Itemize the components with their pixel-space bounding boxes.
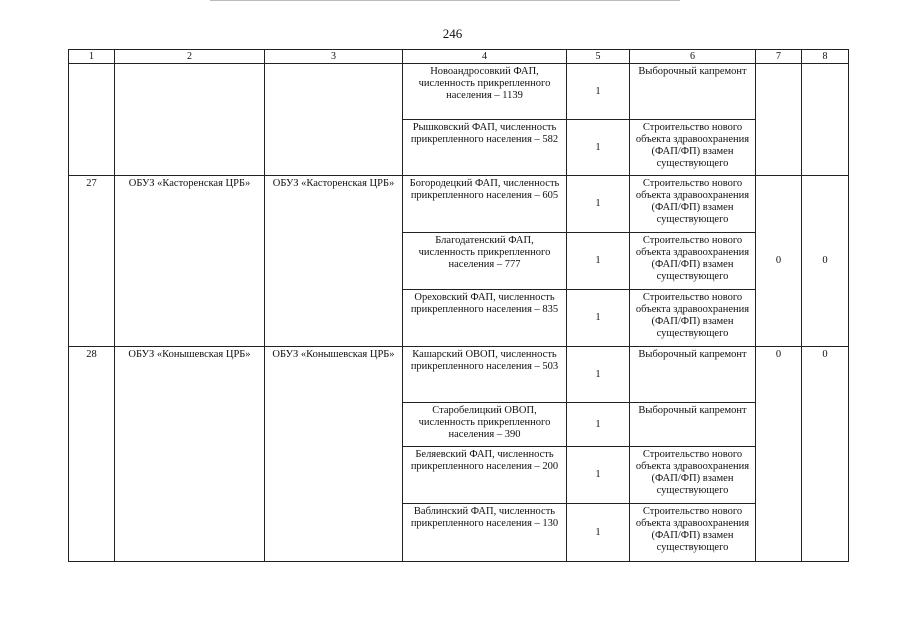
work-type-cell: Строительство нового объекта здравоохранения (ФАП/ФП) взамен существующего (630, 447, 756, 504)
header-cell-3: 3 (265, 50, 403, 64)
column-7-cell: 0 (756, 347, 802, 562)
quantity-cell: 1 (567, 447, 630, 504)
column-7-cell (756, 64, 802, 176)
facility-name-cell: Старобелицкий ОВОП, численность прикрепленного населения – 390 (403, 403, 567, 447)
facility-name-cell: Рышковский ФАП, численность прикрепленного населения – 582 (403, 120, 567, 176)
top-edge-rule (210, 0, 680, 1)
work-type-cell: Выборочный капремонт (630, 347, 756, 403)
table-row (69, 64, 849, 120)
column-7-cell: 0 (756, 176, 802, 347)
group-number-cell (69, 64, 115, 176)
quantity-cell: 1 (567, 290, 630, 347)
quantity-cell: 1 (567, 403, 630, 447)
header-cell-6: 6 (630, 50, 756, 64)
quantity-cell: 1 (567, 120, 630, 176)
column-8-cell (802, 64, 849, 176)
organization-short-cell: ОБУЗ «Касторенская ЦРБ» (265, 176, 403, 347)
header-cell-1: 1 (69, 50, 115, 64)
facilities-table (68, 49, 849, 562)
organization-cell (115, 64, 265, 176)
header-cell-8: 8 (802, 50, 849, 64)
column-8-cell: 0 (802, 176, 849, 347)
work-type-cell: Выборочный капремонт (630, 64, 756, 120)
header-cell-2: 2 (115, 50, 265, 64)
facility-name-cell: Ореховский ФАП, численность прикрепленного населения – 835 (403, 290, 567, 347)
work-type-cell: Строительство нового объекта здравоохранения (ФАП/ФП) взамен существующего (630, 504, 756, 562)
table-row (69, 176, 849, 233)
quantity-cell: 1 (567, 233, 630, 290)
organization-short-cell: ОБУЗ «Конышевская ЦРБ» (265, 347, 403, 562)
quantity-cell: 1 (567, 176, 630, 233)
quantity-cell: 1 (567, 64, 630, 120)
header-cell-7: 7 (756, 50, 802, 64)
facility-name-cell: Кашарский ОВОП, численность прикрепленного населения – 503 (403, 347, 567, 403)
quantity-cell: 1 (567, 347, 630, 403)
organization-cell: ОБУЗ «Конышевская ЦРБ» (115, 347, 265, 562)
work-type-cell: Строительство нового объекта здравоохранения (ФАП/ФП) взамен существующего (630, 290, 756, 347)
facility-name-cell: Ваблинский ФАП, численность прикрепленного населения – 130 (403, 504, 567, 562)
organization-cell: ОБУЗ «Касторенская ЦРБ» (115, 176, 265, 347)
work-type-cell: Строительство нового объекта здравоохранения (ФАП/ФП) взамен существующего (630, 233, 756, 290)
work-type-cell: Строительство нового объекта здравоохранения (ФАП/ФП) взамен существующего (630, 176, 756, 233)
group-number-cell: 28 (69, 347, 115, 562)
header-cell-5: 5 (567, 50, 630, 64)
facility-name-cell: Новоандросовкий ФАП, численность прикрепленного населения – 1139 (403, 64, 567, 120)
column-8-cell: 0 (802, 347, 849, 562)
table-row (69, 347, 849, 403)
work-type-cell: Строительство нового объекта здравоохранения (ФАП/ФП) взамен существующего (630, 120, 756, 176)
header-cell-4: 4 (403, 50, 567, 64)
organization-short-cell (265, 64, 403, 176)
facility-name-cell: Благодатенский ФАП, численность прикрепленного населения – 777 (403, 233, 567, 290)
facility-name-cell: Богородецкий ФАП, численность прикрепленного населения – 605 (403, 176, 567, 233)
group-number-cell: 27 (69, 176, 115, 347)
page-number: 246 (442, 26, 463, 41)
header-row (69, 50, 849, 64)
quantity-cell: 1 (567, 504, 630, 562)
work-type-cell: Выборочный капремонт (630, 403, 756, 447)
facility-name-cell: Беляевский ФАП, численность прикрепленного населения – 200 (403, 447, 567, 504)
